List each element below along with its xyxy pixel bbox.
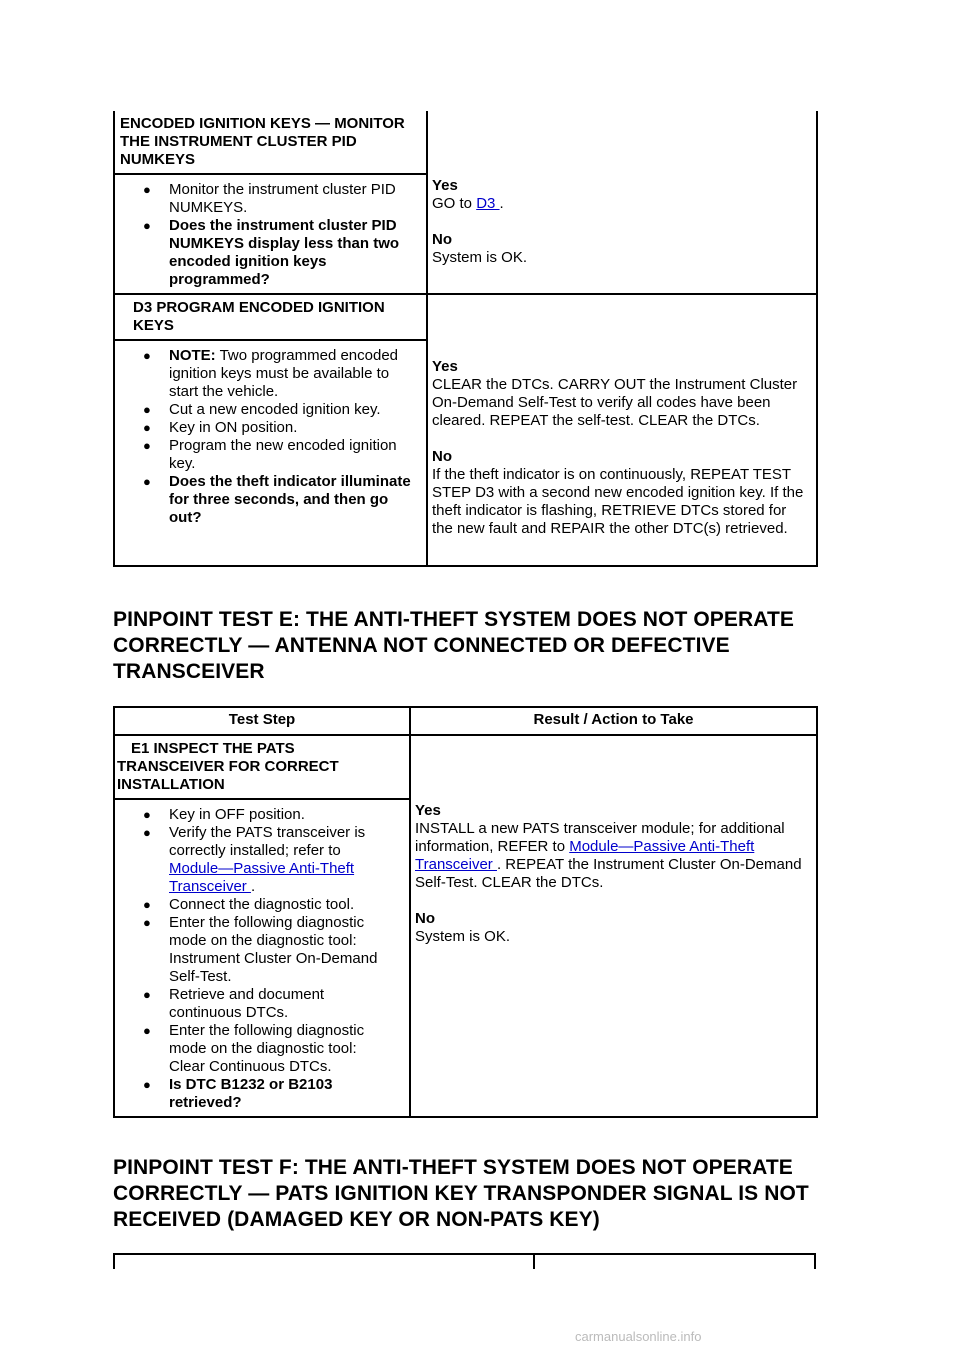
bullet-icon: ●	[143, 1023, 151, 1038]
result-d2-yes-text: GO to D3 .	[432, 195, 504, 212]
step-d2-title-cell	[114, 111, 427, 174]
list-item: ● Program the new encoded ignition key.	[143, 437, 397, 472]
bullet-icon: ●	[143, 1077, 151, 1092]
step-e1-actions-cell	[114, 799, 410, 1117]
list-item: ● Verify the PATS transceiver is correctly installed; refer to Module—Passive Anti-Theft Transceiver .	[143, 824, 366, 895]
pinpoint-table-f-top	[113, 1253, 816, 1271]
bullet-icon: ●	[143, 474, 151, 489]
result-e1-cell	[410, 735, 817, 1117]
step-d3-action-list	[115, 341, 426, 531]
result-d2-no-text: System is OK.	[432, 249, 528, 266]
step-d2-action-list	[115, 175, 426, 293]
step-d3-title: D3 PROGRAM ENCODED IGNITION KEYS	[133, 299, 385, 334]
footer-watermark: carmanualsonline.info	[575, 1329, 702, 1344]
bullet-icon: ●	[143, 897, 151, 912]
result-d3-yes-text: CLEAR the DTCs. CARRY OUT the Instrument Cluster On-Demand Self-Test to verify all codes have been cleared. REPEAT the self-test. CLEAR the DTCs.	[432, 376, 798, 429]
list-item: ● Retrieve and document continuous DTCs.	[143, 986, 325, 1021]
result-e1-yes-label: Yes	[415, 802, 441, 819]
list-item: ● Cut a new encoded ignition key.	[143, 401, 381, 418]
list-item: ● Connect the diagnostic tool.	[143, 896, 355, 913]
table-f-right-border	[814, 1255, 816, 1269]
pinpoint-test-e-heading: PINPOINT TEST E: THE ANTI-THEFT SYSTEM DOES NOT OPERATE CORRECTLY — ANTENNA NOT CONNECTED OR DEFECTIVE TRANSCEIVER	[113, 608, 795, 683]
result-d3-cell	[427, 294, 817, 566]
step-d3-title-cell	[114, 294, 427, 340]
result-d3-no-label: No	[432, 448, 452, 465]
result-d3-yes-label: Yes	[432, 358, 458, 375]
table-f-left-border	[113, 1255, 115, 1269]
list-item: ● Does the instrument cluster PID NUMKEYS display less than two encoded ignition keys programmed?	[143, 217, 400, 288]
link-d3[interactable]: D3	[476, 195, 500, 212]
result-d2-cell	[427, 111, 817, 294]
step-e1-action-list	[115, 800, 409, 1116]
result-e1-no-text: System is OK.	[415, 928, 511, 945]
result-d2-no-label: No	[432, 231, 452, 248]
column-header-test-step: Test Step	[114, 707, 410, 735]
bullet-icon: ●	[143, 987, 151, 1002]
bullet-icon: ●	[143, 420, 151, 435]
list-item: ● Does the theft indicator illuminate for three seconds, and then go out?	[143, 473, 411, 526]
bullet-icon: ●	[143, 807, 151, 822]
step-e1-title: E1 INSPECT THE PATS TRANSCEIVER FOR CORRECT INSTALLATION	[117, 740, 339, 793]
bullet-icon: ●	[143, 182, 151, 197]
list-item: ● NOTE: Two programmed encoded ignition keys must be available to start the vehicle.	[143, 347, 399, 400]
list-item: ● Is DTC B1232 or B2103 retrieved?	[143, 1076, 333, 1111]
link-module-passive-anti-theft-transceiver[interactable]: Module—Passive Anti-Theft Transceiver	[169, 860, 355, 895]
link-module-passive-anti-theft-transceiver[interactable]: Module—Passive Anti-Theft Transceiver	[415, 838, 755, 873]
pinpoint-table-d	[113, 111, 818, 567]
list-item: ● Key in OFF position.	[143, 806, 305, 823]
list-item: ● Monitor the instrument cluster PID NUMKEYS.	[143, 181, 396, 216]
bullet-icon: ●	[143, 825, 151, 840]
bullet-icon: ●	[143, 438, 151, 453]
pinpoint-test-f-heading: PINPOINT TEST F: THE ANTI-THEFT SYSTEM DOES NOT OPERATE CORRECTLY — PATS IGNITION KEY TRANSPONDER SIGNAL IS NOT RECEIVED (DAMAGED KEY OR NON-PATS KEY)	[113, 1156, 809, 1231]
bullet-icon: ●	[143, 218, 151, 233]
result-d3-no-text: If the theft indicator is on continuously, REPEAT TEST STEP D3 with a second new encoded ignition key. If the theft indicator is flashing, RETRIEVE DTCs stored for the new fault and REPAIR the other DTC(s) retrieved.	[432, 466, 804, 537]
bullet-icon: ●	[143, 402, 151, 417]
bullet-icon: ●	[143, 915, 151, 930]
result-d2-yes-label: Yes	[432, 177, 458, 194]
step-d3-actions-cell	[114, 340, 427, 566]
result-e1-yes-text: INSTALL a new PATS transceiver module; for additional information, REFER to Module—Passive Anti-Theft Transceiver . REPEAT the Instrument Cluster On-Demand Self-Test. CLEAR the DTCs.	[415, 820, 802, 891]
table-f-col-divider	[533, 1255, 535, 1269]
column-header-result: Result / Action to Take	[410, 707, 817, 735]
step-d2-title: ENCODED IGNITION KEYS — MONITOR THE INSTRUMENT CLUSTER PID NUMKEYS	[120, 115, 405, 168]
list-item: ● Enter the following diagnostic mode on the diagnostic tool: Clear Continuous DTCs.	[143, 1022, 365, 1075]
list-item: ● Enter the following diagnostic mode on the diagnostic tool: Instrument Cluster On-Demand Self-Test.	[143, 914, 378, 985]
list-item: ● Key in ON position.	[143, 419, 298, 436]
step-e1-title-cell	[114, 735, 410, 799]
bullet-icon: ●	[143, 348, 151, 363]
step-d2-actions-cell	[114, 174, 427, 294]
result-e1-no-label: No	[415, 910, 435, 927]
pinpoint-table-e	[113, 706, 818, 1118]
